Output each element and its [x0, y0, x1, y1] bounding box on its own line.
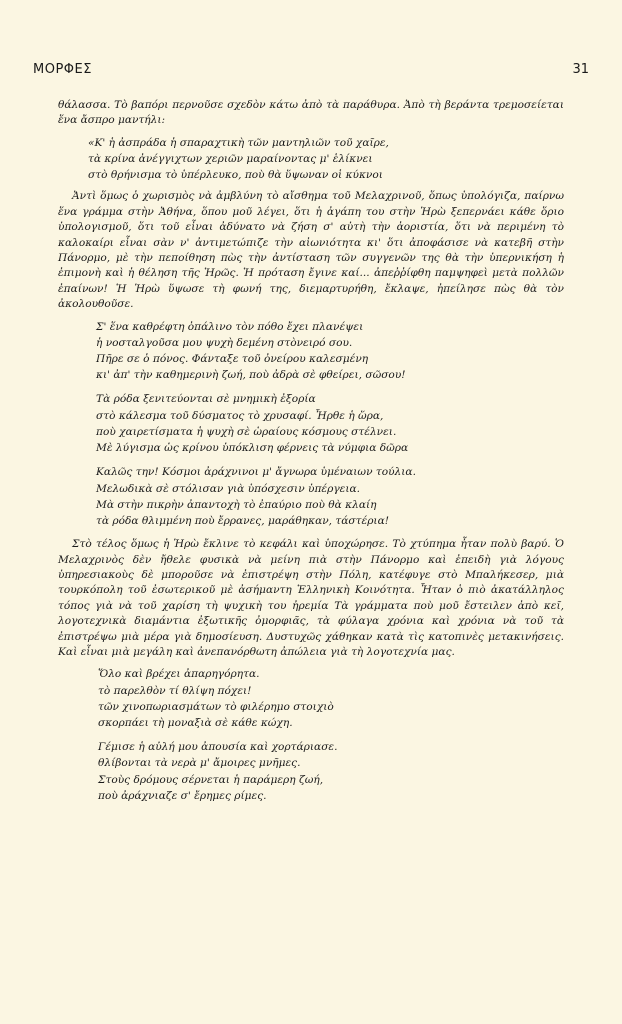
poem-line: Στοὺς δρόμους σέρνεται ἡ παράμερη ζωή, [98, 773, 324, 786]
poem-line: στὸ κάλεσμα τοῦ δύσματος τὸ χρυσαφί. Ἦρθε ἡ ὥρα, [96, 409, 384, 422]
paragraph-3: Στὸ τέλος ὅμως ἡ Ἡρὼ ἔκλινε τὸ κεφάλι καὶ ὑποχώρησε. Τὸ χτύπημα ἦταν πολὺ βαρύ. Ὁ Μελαχρινὸς δὲν ἤθελε φυσικὰ νὰ μείνη πιὰ στὴν Πάνορμο καὶ ἐπειδὴ γιὰ λόγους ὑπηρεσιακοὺς δὲ μποροῦσε νὰ ἐπιστρέψη στὴν Πόλη, κατέφυγε στὸ Μπαλήκεσερ, μιὰ τουρκόπολη τοῦ ἐσωτερικοῦ μὲ ἀσήμαντη Ἑλληνικὴ Κοινότητα. Ἦταν ὁ πιὸ ἀκατάλληλος τόπος γιὰ νὰ τοῦ χαρίση τὴ ψυχικὴ του ἠρεμία Τὰ γράμματα ποὺ μοῦ ἔστειλεν ἀπὸ κεῖ, λογοτεχνικὰ διαμάντια ἐξωτικῆς ὀμορφιᾶς, τὰ φύλαγα χρόνια καὶ χρόνια νὰ τοῦ τὰ ἐπιστρέψω μιὰ μέρα γιὰ δημοσίευση. Δυστυχῶς χάθηκαν κατὰ τὶς κατοπινὲς μετακινήσεις. Καὶ εἶναι μιὰ μεγάλη καὶ ἀνεπανόρθωτη ἀπώλεια γιὰ τὴ λογοτεχνία μας. [58, 538, 564, 658]
poem-line: Μὰ στὴν πικρὴν ἀπαντοχὴ τὸ ἐπαύριο ποὺ θὰ κλαίη [96, 498, 377, 511]
poem-line: κι' ἀπ' τὴν καθημερινὴ ζωή, ποὺ ἀδρὰ σὲ φθείρει, σῶσου! [96, 369, 406, 382]
poem-line: «Κ' ἡ ἀσπράδα ἡ σπαραχτικὴ τῶν μαντηλιῶν τοῦ χαῖρε, [88, 136, 389, 149]
paragraph-1: θάλασσα. Τὸ βαπόρι περνοῦσε σχεδὸν κάτω ἀπὸ τὰ παράθυρα. Ἀπὸ τὴ βεράντα τρεμοσείεται ἕνα ἄσπρο μαντήλι: [58, 99, 564, 127]
poem-line: τὸ παρελθὸν τί θλίψη πόχει! [98, 684, 252, 697]
poem-line: Γέμισε ἡ αὐλή μου ἀπουσία καὶ χορτάριασε. [98, 741, 338, 754]
poem2-stanza-2 [58, 739, 564, 804]
poem-line: Μὲ λύγισμα ὡς κρίνου ὑπόκλιση φέρνεις τὰ νύμφια δῶρα [96, 442, 409, 455]
poem-line: τὰ κρίνα ἀνέγγιχτων χεριῶν μαραίνοντας μ' ἑλίκνει [88, 153, 373, 166]
poem-line: ποὺ χαιρετίσματα ἡ ψυχὴ σὲ ὡραίους κόσμους στέλνει. [96, 425, 397, 438]
page-header [33, 62, 589, 80]
poem-line: ἡ νοσταλγοῦσα μου ψυχὴ δεμένη στὸνειρό σου. [96, 336, 353, 349]
poem-line: θλίβονται τὰ νερὰ μ' ἄμοιρες μνῆμες. [98, 757, 301, 770]
poem-line: ποὺ ἀράχνιαζε σ' ἔρημες ρίμες. [98, 789, 267, 802]
poem2-stanza-1 [58, 666, 564, 731]
paragraph-2: Ἀντὶ ὅμως ὁ χωρισμὸς νὰ ἀμβλύνη τὸ αἴσθημα τοῦ Μελαχρινοῦ, ὅπως ὑπολόγιζα, παίρνω ἕνα γράμμα στὴν Ἀθήνα, ὅπου μοῦ λέγει, ὅτι ἡ ἀγάπη του στὴν Ἡρὼ ξεπερνάει κάθε ὅριο ὑπολογισμοῦ, ὅτι τοῦ εἶναι ἀδύνατο νὰ ζήση σ' αὐτὴ τὴν ἀοριστία, ὅτι νὰ περιμένη τὸ καλοκαίρι εἶναι σὰν ν' ἀντιμετώπιζε τὴν αἰωνιότητα κι' ὅτι ἀποφάσισε νὰ κατεβῆ στὴν Πάνορμο, μὲ τὴν πεποίθηση πὼς τὴν ἀντίσταση τῶν συγγενῶν της θὰ τὴν ὑπερνικήση ἡ ἐπιμονὴ καὶ ἡ θέληση τῆς Ἡρῶς. Ἡ πρόταση ἔγινε καί... ἀπεῤῥίφθη παμψηφεὶ μετὰ πολλῶν ἐπαίνων! Ἡ Ἡρὼ ὕψωσε τὴ φωνή της, διεμαρτυρήθη, ἔκλαψε, ἠπείλησε πὼς θὰ τὸν ἀκολουθοῦσε. [58, 190, 564, 311]
poem-line: Τὰ ρόδα ξενιτεύονται σὲ μνημικὴ ἐξορία [96, 393, 316, 406]
poem-line: Μελωδικὰ σὲ στόλισαν γιὰ ὑπόσχεσιν ὑπέργεια. [96, 482, 361, 495]
poem-line: Πῆρε σε ὁ πόνος. Φάνταξε τοῦ ὀνείρου καλεσμένη [96, 353, 369, 366]
poem-line: σκορπάει τὴ μοναξιὰ σὲ κάθε κώχη. [98, 716, 293, 729]
poem-line: στὸ θρήνισμα τὸ ὑπέρλευκο, ποὺ θὰ ὕψωναν οἱ κύκνοι [88, 169, 383, 182]
poem-stanza-3 [58, 464, 564, 529]
journal-title: ΜΟΡΦΕΣ [33, 62, 92, 77]
poem-stanza-2 [58, 391, 564, 456]
poem-stanza-1 [58, 319, 564, 384]
poem-line: τῶν χινοπωριασμάτων τὸ φιλέρημο στοιχιὸ [98, 700, 334, 713]
page-body [58, 98, 564, 812]
page-number: 31 [572, 62, 589, 77]
poem-stanza-intro [58, 135, 564, 184]
poem-line: Καλῶς την! Κόσμοι ἀράχνινοι μ' ἄγνωρα ὑμέναιων τούλια. [96, 466, 416, 479]
poem-line: τὰ ρόδα θλιμμένη ποὺ ἔρρανες, μαράθηκαν, τάστέρια! [96, 514, 389, 527]
poem-line: Σ' ἕνα καθρέφτη ὀπάλινο τὸν πόθο ἔχει πλανέψει [96, 320, 364, 333]
poem-line: Ὅλο καὶ βρέχει ἀπαρηγόρητα. [98, 668, 260, 681]
